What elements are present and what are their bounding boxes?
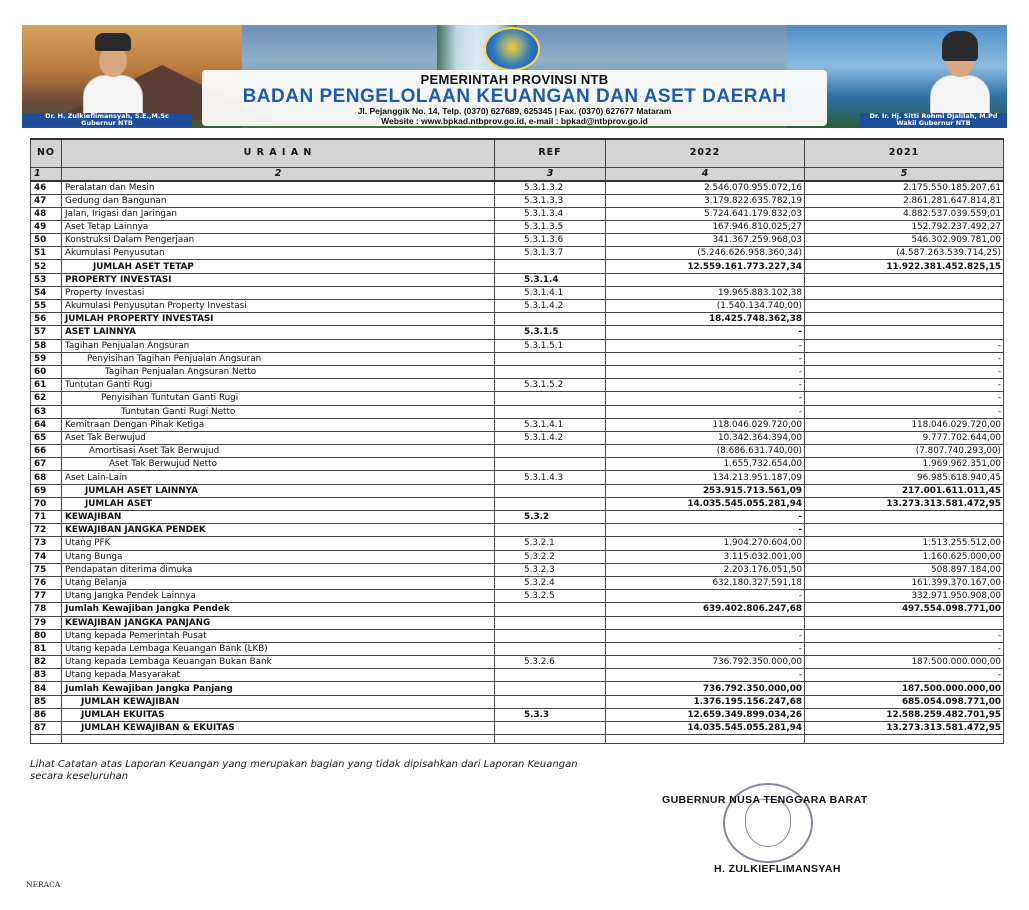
seal-garuda-icon (745, 799, 791, 847)
row-value-2022: 14.035.545.055.281,94 (606, 497, 805, 510)
row-ref: 5.3.1.3.2 (495, 181, 606, 195)
table-spacer-row (31, 735, 1004, 744)
row-value-2021: - (805, 339, 1004, 352)
row-value-2022: - (606, 629, 805, 642)
row-uraian: JUMLAH PROPERTY INVESTASI (62, 313, 495, 326)
row-value-2021: 96.985.618.940,45 (805, 471, 1004, 484)
row-value-2022: - (606, 379, 805, 392)
row-value-2022: 3.179.822.635.782,19 (606, 194, 805, 207)
row-value-2021: 1.969.962.351,00 (805, 458, 1004, 471)
row-uraian: Tuntutan Ganti Rugi Netto (62, 405, 495, 418)
row-no: 65 (31, 431, 62, 444)
table-row (31, 458, 1004, 471)
header-title-box (202, 70, 827, 126)
row-ref (495, 682, 606, 695)
row-no: 60 (31, 365, 62, 378)
row-no: 59 (31, 352, 62, 365)
row-value-2022: 736.792.350.000,00 (606, 656, 805, 669)
row-value-2022: 253.915.713.561,09 (606, 484, 805, 497)
row-ref (495, 392, 606, 405)
row-no: 74 (31, 550, 62, 563)
signature-name: H. ZULKIEFLIMANSYAH (714, 863, 841, 875)
row-uraian: Konstruksi Dalam Pengerjaan (62, 234, 495, 247)
table-row (31, 418, 1004, 431)
row-value-2022: - (606, 669, 805, 682)
row-value-2022: - (606, 339, 805, 352)
table-row (31, 220, 1004, 233)
table-row (31, 616, 1004, 629)
row-ref: 5.3.1.4.1 (495, 286, 606, 299)
table-row (31, 234, 1004, 247)
row-value-2022: 736.792.350.000,00 (606, 682, 805, 695)
row-no: 87 (31, 722, 62, 735)
row-ref (495, 260, 606, 273)
ntb-emblem-icon (484, 27, 540, 71)
table-row (31, 576, 1004, 589)
row-value-2022: 1.904.270.604,00 (606, 537, 805, 550)
row-ref: 5.3.2.4 (495, 576, 606, 589)
col-number-5: 5 (805, 167, 1004, 181)
table-row (31, 273, 1004, 286)
governor-name-tag (22, 113, 192, 127)
row-ref: 5.3.1.3.6 (495, 234, 606, 247)
header-title-top: PEMERINTAH PROVINSI NTB (420, 72, 609, 87)
row-uraian: JUMLAH ASET TETAP (62, 260, 495, 273)
row-value-2022: - (606, 352, 805, 365)
col-header-ref: REF (495, 139, 606, 167)
row-uraian: Utang kepada Masyarakat (62, 669, 495, 682)
row-uraian: Tuntutan Ganti Rugi (62, 379, 495, 392)
header-website: Website : www.bpkad.ntbprov.go.id, e-mail : bpkad@ntbprov.go.id (381, 116, 648, 126)
notes-line-2: secara keseluruhan (30, 771, 129, 782)
row-ref (495, 642, 606, 655)
row-value-2021: 217.001.611.011,45 (805, 484, 1004, 497)
table-row (31, 431, 1004, 444)
table-column-number-row (31, 167, 1004, 181)
header-title-main: BADAN PENGELOLAAN KEUANGAN DAN ASET DAERAH (242, 86, 787, 107)
table-row (31, 590, 1004, 603)
row-ref (495, 497, 606, 510)
spacer-cell (495, 735, 606, 744)
row-value-2021: 685.054.098.771,00 (805, 695, 1004, 708)
table-row (31, 511, 1004, 524)
row-ref (495, 484, 606, 497)
col-number-3: 3 (495, 167, 606, 181)
row-value-2022: - (606, 524, 805, 537)
row-value-2022: 2.203.176.051,50 (606, 563, 805, 576)
row-no: 62 (31, 392, 62, 405)
row-no: 68 (31, 471, 62, 484)
row-uraian: JUMLAH ASET (62, 497, 495, 510)
row-ref: 5.3.2.2 (495, 550, 606, 563)
row-no: 58 (31, 339, 62, 352)
row-ref (495, 352, 606, 365)
row-value-2021: - (805, 392, 1004, 405)
vice-governor-role: Wakil Gubernur NTB (896, 119, 971, 127)
table-row (31, 392, 1004, 405)
row-uraian: Aset Tak Berwujud (62, 431, 495, 444)
row-uraian: Peralatan dan Mesin (62, 181, 495, 195)
vice-governor-portrait (927, 29, 993, 115)
row-value-2021 (805, 326, 1004, 339)
row-value-2021: 12.588.259.482.701,95 (805, 708, 1004, 721)
row-uraian: JUMLAH KEWAJIBAN (62, 695, 495, 708)
row-value-2022: 167.946.810.025,27 (606, 220, 805, 233)
row-value-2022: 2.546.070.955.072,16 (606, 181, 805, 195)
table-row (31, 682, 1004, 695)
row-value-2022: 632.180.327.591,18 (606, 576, 805, 589)
row-no: 56 (31, 313, 62, 326)
table-row (31, 300, 1004, 313)
row-no: 53 (31, 273, 62, 286)
table-header-row (31, 139, 1004, 167)
row-ref (495, 405, 606, 418)
table-row (31, 194, 1004, 207)
col-number-2: 2 (62, 167, 495, 181)
row-no: 48 (31, 207, 62, 220)
signature-title: GUBERNUR NUSA TENGGARA BARAT (662, 794, 868, 806)
row-uraian: Amortisasi Aset Tak Berwujud (62, 445, 495, 458)
table-body (31, 181, 1004, 744)
row-no: 83 (31, 669, 62, 682)
row-uraian: Tagihan Penjualan Angsuran Netto (62, 365, 495, 378)
table-row (31, 260, 1004, 273)
row-uraian: Utang kepada Lembaga Keuangan Bukan Bank (62, 656, 495, 669)
row-value-2021: 332.971.950.908,00 (805, 590, 1004, 603)
row-no: 64 (31, 418, 62, 431)
row-no: 70 (31, 497, 62, 510)
row-uraian: Penyisihan Tagihan Penjualan Angsuran (62, 352, 495, 365)
row-uraian: Utang Belanja (62, 576, 495, 589)
table-row (31, 365, 1004, 378)
row-no: 67 (31, 458, 62, 471)
row-value-2022: - (606, 405, 805, 418)
row-uraian: Aset Tak Berwujud Netto (62, 458, 495, 471)
row-no: 57 (31, 326, 62, 339)
row-ref: 5.3.1.5 (495, 326, 606, 339)
row-value-2021 (805, 511, 1004, 524)
row-no: 73 (31, 537, 62, 550)
row-value-2021: - (805, 379, 1004, 392)
row-uraian: Penyisihan Tuntutan Ganti Rugi (62, 392, 495, 405)
table-row (31, 563, 1004, 576)
row-value-2022 (606, 273, 805, 286)
row-ref: 5.3.1.3.5 (495, 220, 606, 233)
table-row (31, 524, 1004, 537)
table-row (31, 286, 1004, 299)
spacer-cell (31, 735, 62, 744)
table-row (31, 695, 1004, 708)
spacer-cell (805, 735, 1004, 744)
row-no: 61 (31, 379, 62, 392)
row-value-2022: 12.559.161.773.227,34 (606, 260, 805, 273)
row-no: 84 (31, 682, 62, 695)
row-ref: 5.3.1.5.1 (495, 339, 606, 352)
row-value-2022: 118.046.029.720,00 (606, 418, 805, 431)
row-uraian: JUMLAH KEWAJIBAN & EKUITAS (62, 722, 495, 735)
row-no: 77 (31, 590, 62, 603)
row-uraian: Aset Lain-Lain (62, 471, 495, 484)
row-ref (495, 458, 606, 471)
row-value-2021: 508.897.184,00 (805, 563, 1004, 576)
row-uraian: KEWAJIBAN JANGKA PANJANG (62, 616, 495, 629)
row-no: 69 (31, 484, 62, 497)
header-banner (22, 25, 1007, 128)
row-uraian: Gedung dan Bangunan (62, 194, 495, 207)
row-no: 50 (31, 234, 62, 247)
row-value-2022: - (606, 392, 805, 405)
row-value-2021: 546.302.909.781,00 (805, 234, 1004, 247)
row-ref: 5.3.1.3.7 (495, 247, 606, 260)
table-row (31, 352, 1004, 365)
notes-reference (30, 759, 800, 783)
row-uraian: ASET LAINNYA (62, 326, 495, 339)
row-value-2022: 1.655.732.654,00 (606, 458, 805, 471)
row-uraian: Tagihan Penjualan Angsuran (62, 339, 495, 352)
row-uraian: Utang PFK (62, 537, 495, 550)
col-number-1: 1 (31, 167, 62, 181)
row-uraian: Pendapatan diterima dimuka (62, 563, 495, 576)
governor-name: Dr. H. Zulkieflimansyah, S.E.,M.Sc (45, 112, 169, 120)
row-no: 86 (31, 708, 62, 721)
row-uraian: JUMLAH EKUITAS (62, 708, 495, 721)
row-no: 66 (31, 445, 62, 458)
row-value-2022: 5.724.641.179.832,03 (606, 207, 805, 220)
row-value-2021: - (805, 365, 1004, 378)
row-ref (495, 629, 606, 642)
row-uraian: Utang kepada Pemerintah Pusat (62, 629, 495, 642)
row-value-2021: 9.777.702.644,00 (805, 431, 1004, 444)
row-no: 82 (31, 656, 62, 669)
row-value-2021: (7.807.740.293,00) (805, 445, 1004, 458)
row-value-2021: 152.792.237.492,27 (805, 220, 1004, 233)
table-row (31, 669, 1004, 682)
table-row (31, 484, 1004, 497)
row-value-2021: - (805, 629, 1004, 642)
row-ref (495, 603, 606, 616)
col-header-2022: 2022 (606, 139, 805, 167)
row-no: 52 (31, 260, 62, 273)
row-no: 78 (31, 603, 62, 616)
row-value-2021 (805, 286, 1004, 299)
row-no: 79 (31, 616, 62, 629)
col-number-4: 4 (606, 167, 805, 181)
row-value-2021 (805, 616, 1004, 629)
row-uraian: Utang Bunga (62, 550, 495, 563)
row-no: 81 (31, 642, 62, 655)
row-ref (495, 313, 606, 326)
row-value-2022: - (606, 365, 805, 378)
row-uraian: KEWAJIBAN (62, 511, 495, 524)
table-row (31, 550, 1004, 563)
row-ref (495, 722, 606, 735)
row-value-2021: (4.587.263.539.714,25) (805, 247, 1004, 260)
row-ref (495, 524, 606, 537)
row-value-2022: - (606, 326, 805, 339)
row-value-2021: 118.046.029.720,00 (805, 418, 1004, 431)
table-row (31, 603, 1004, 616)
row-value-2022 (606, 616, 805, 629)
row-value-2022: (1.540.134.740,00) (606, 300, 805, 313)
row-uraian: Akumulasi Penyusutan Property Investasi (62, 300, 495, 313)
row-ref: 5.3.2.6 (495, 656, 606, 669)
row-value-2021 (805, 313, 1004, 326)
row-value-2022: - (606, 511, 805, 524)
row-value-2021: - (805, 669, 1004, 682)
row-ref: 5.3.3 (495, 708, 606, 721)
row-ref (495, 669, 606, 682)
row-value-2021: 11.922.381.452.825,15 (805, 260, 1004, 273)
row-no: 63 (31, 405, 62, 418)
row-uraian: Akumulasi Penyusutan (62, 247, 495, 260)
table-row (31, 247, 1004, 260)
table-row (31, 207, 1004, 220)
row-value-2022: (8.686.631.740,00) (606, 445, 805, 458)
row-value-2021: 497.554.098.771,00 (805, 603, 1004, 616)
notes-line-1: Lihat Catatan atas Laporan Keuangan yang merupakan bagian yang tidak dipisahkan dari Laporan Keuangan (30, 759, 578, 770)
table-row (31, 642, 1004, 655)
vice-governor-name: Dr. Ir. Hj. Sitti Rohmi Djalilah, M.Pd (869, 112, 998, 120)
row-ref: 5.3.2 (495, 511, 606, 524)
row-no: 51 (31, 247, 62, 260)
row-uraian: Jalan, Irigasi dan Jaringan (62, 207, 495, 220)
row-value-2021 (805, 300, 1004, 313)
row-value-2021 (805, 273, 1004, 286)
row-uraian: Jumlah Kewajiban Jangka Pendek (62, 603, 495, 616)
row-value-2021: - (805, 405, 1004, 418)
row-value-2022: 1.376.195.156.247,68 (606, 695, 805, 708)
row-value-2021: 4.882.537.039.559,01 (805, 207, 1004, 220)
row-value-2022: (5.246.626.958.360,34) (606, 247, 805, 260)
row-uraian: Utang Jangka Pendek Lainnya (62, 590, 495, 603)
table-row (31, 497, 1004, 510)
table-row (31, 722, 1004, 735)
row-ref (495, 695, 606, 708)
table-row (31, 445, 1004, 458)
row-no: 76 (31, 576, 62, 589)
row-uraian: Property Investasi (62, 286, 495, 299)
row-ref: 5.3.1.4.2 (495, 431, 606, 444)
row-uraian: Kemitraan Dengan Pihak Ketiga (62, 418, 495, 431)
row-no: 55 (31, 300, 62, 313)
table-row (31, 379, 1004, 392)
row-ref: 5.3.1.4 (495, 273, 606, 286)
row-value-2021: - (805, 642, 1004, 655)
row-value-2021 (805, 524, 1004, 537)
row-value-2021: 161.399.370.167,00 (805, 576, 1004, 589)
row-uraian: KEWAJIBAN JANGKA PENDEK (62, 524, 495, 537)
row-value-2021: 2.175.550.185.207,61 (805, 181, 1004, 195)
row-no: 72 (31, 524, 62, 537)
col-header-no: NO (31, 139, 62, 167)
row-no: 71 (31, 511, 62, 524)
balance-sheet-table (30, 138, 1004, 744)
row-no: 47 (31, 194, 62, 207)
row-ref (495, 445, 606, 458)
row-value-2021: 1.513.255.512,00 (805, 537, 1004, 550)
row-uraian: PROPERTY INVESTASI (62, 273, 495, 286)
row-value-2022: 18.425.748.362,38 (606, 313, 805, 326)
row-value-2021: 187.500.000.000,00 (805, 656, 1004, 669)
footer-label: NERACA (26, 880, 61, 889)
header-address: Jl. Pejanggik No. 14, Telp. (0370) 627689, 625345 | Fax. (0370) 627677 Mataram (357, 106, 672, 116)
row-no: 75 (31, 563, 62, 576)
row-uraian: Aset Tetap Lainnya (62, 220, 495, 233)
row-ref: 5.3.1.4.3 (495, 471, 606, 484)
row-value-2022: 3.115.032.001,00 (606, 550, 805, 563)
row-uraian: Jumlah Kewajiban Jangka Panjang (62, 682, 495, 695)
row-ref: 5.3.1.4.1 (495, 418, 606, 431)
row-ref: 5.3.1.3.3 (495, 194, 606, 207)
row-no: 85 (31, 695, 62, 708)
row-value-2022: 341.367.259.968,03 (606, 234, 805, 247)
row-value-2022: 639.402.806.247,68 (606, 603, 805, 616)
row-no: 49 (31, 220, 62, 233)
row-value-2022: 19.965.883.102,38 (606, 286, 805, 299)
row-value-2021: 2.861.281.647.814,81 (805, 194, 1004, 207)
table-row (31, 339, 1004, 352)
table-row (31, 405, 1004, 418)
row-no: 54 (31, 286, 62, 299)
row-value-2022: 12.659.349.899.034,26 (606, 708, 805, 721)
row-uraian: JUMLAH ASET LAINNYA (62, 484, 495, 497)
row-value-2022: 10.342.364.394,00 (606, 431, 805, 444)
table-row (31, 181, 1004, 195)
table-row (31, 471, 1004, 484)
row-uraian: Utang kepada Lembaga Keuangan Bank (LKB) (62, 642, 495, 655)
table-row (31, 537, 1004, 550)
row-value-2021: 1.160.625.000,00 (805, 550, 1004, 563)
row-value-2022: 134.213.951.187,09 (606, 471, 805, 484)
row-value-2021: 187.500.000.000,00 (805, 682, 1004, 695)
col-header-uraian: U R A I A N (62, 139, 495, 167)
table-row (31, 629, 1004, 642)
row-ref: 5.3.1.4.2 (495, 300, 606, 313)
row-no: 46 (31, 181, 62, 195)
row-ref: 5.3.2.3 (495, 563, 606, 576)
row-ref (495, 365, 606, 378)
row-ref: 5.3.2.1 (495, 537, 606, 550)
row-value-2022: 14.035.545.055.281,94 (606, 722, 805, 735)
col-header-2021: 2021 (805, 139, 1004, 167)
row-value-2022: - (606, 590, 805, 603)
governor-portrait (80, 29, 146, 115)
vice-governor-name-tag (860, 113, 1007, 127)
spacer-cell (62, 735, 495, 744)
row-ref (495, 616, 606, 629)
table-row (31, 656, 1004, 669)
row-no: 80 (31, 629, 62, 642)
row-ref: 5.3.1.3.4 (495, 207, 606, 220)
row-value-2022: - (606, 642, 805, 655)
table-row (31, 708, 1004, 721)
row-ref: 5.3.2.5 (495, 590, 606, 603)
row-ref: 5.3.1.5.2 (495, 379, 606, 392)
table-row (31, 313, 1004, 326)
governor-role: Gubernur NTB (81, 119, 133, 127)
row-value-2021: 13.273.313.581.472,95 (805, 722, 1004, 735)
spacer-cell (606, 735, 805, 744)
row-value-2021: - (805, 352, 1004, 365)
row-value-2021: 13.273.313.581.472,95 (805, 497, 1004, 510)
table-row (31, 326, 1004, 339)
